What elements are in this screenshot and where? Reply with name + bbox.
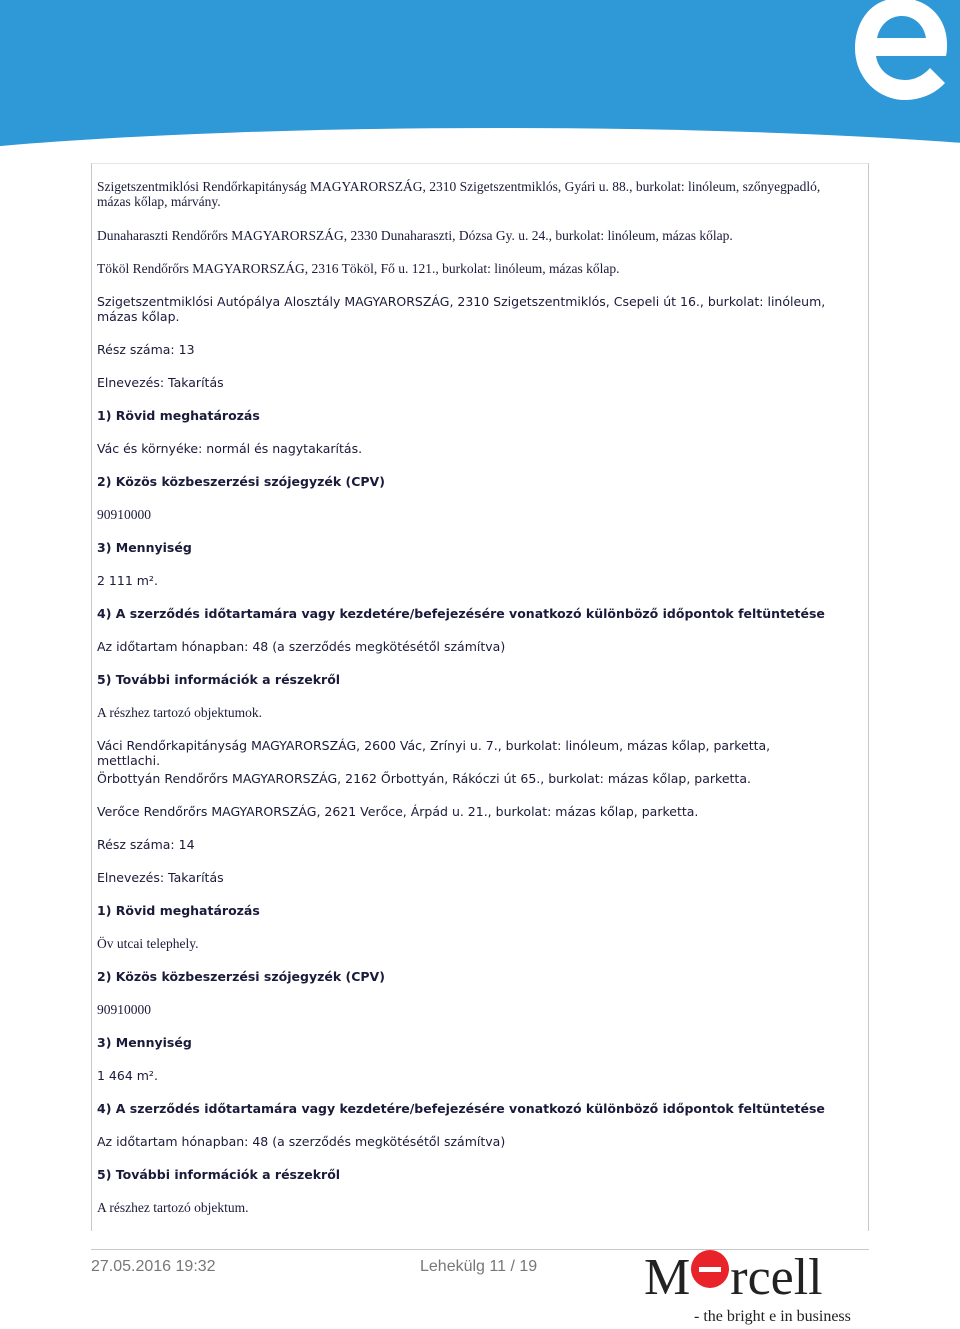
section-heading: 5) További információk a részekről	[97, 1167, 341, 1182]
logo-left: M	[644, 1249, 691, 1306]
logo-tagline: - the bright e in business	[694, 1308, 851, 1325]
logo-right: rcell	[730, 1249, 823, 1306]
text-line: Szigetszentmiklósi Rendőrkapitányság MAGYARORSZÁG, 2310 Szigetszentmiklós, Gyári u. 88., burkolat: linóleum, szőnyegpadló, mázas kőlap, márvány.	[97, 179, 821, 209]
section-heading: 2) Közös közbeszerzési szójegyzék (CPV)	[97, 969, 385, 984]
cpv-code: 90910000	[97, 507, 151, 522]
text-line: Öv utcai telephely.	[97, 936, 199, 951]
section-heading: 4) A szerződés időtartamára vagy kezdetére/befejezésére vonatkozó különböző időpontok feltüntetése	[97, 1101, 825, 1116]
part-number: Rész száma: 14	[97, 837, 195, 852]
section-heading: 3) Mennyiség	[97, 540, 192, 555]
text-line: Verőce Rendőrőrs MAGYARORSZÁG, 2621 Verőce, Árpád u. 21., burkolat: mázas kőlap, parketta.	[97, 804, 699, 819]
part-number: Rész száma: 13	[97, 342, 195, 357]
logo-e-icon	[691, 1250, 729, 1288]
text-line: Az időtartam hónapban: 48 (a szerződés megkötésétől számítva)	[97, 639, 506, 654]
section-heading: 5) További információk a részekről	[97, 672, 341, 687]
marcell-logo	[644, 1248, 823, 1308]
section-heading: 3) Mennyiség	[97, 1035, 192, 1050]
cpv-code: 90910000	[97, 1002, 151, 1017]
text-line: Örbottyán Rendőrőrs MAGYARORSZÁG, 2162 Őrbottyán, Rákóczi út 65., burkolat: mázas kőlap, parketta.	[97, 771, 751, 786]
text-line: A részhez tartozó objektumok.	[97, 705, 262, 720]
text-line: Szigetszentmiklósi Autópálya Alosztály MAGYARORSZÁG, 2310 Szigetszentmiklós, Csepeli út 16., burkolat: linóleum, mázas kőlap.	[97, 294, 826, 324]
brand-e-icon	[850, 0, 950, 108]
text-line: A részhez tartozó objektum.	[97, 1200, 249, 1215]
text-line: Tököl Rendőrőrs MAGYARORSZÁG, 2316 Tököl, Fő u. 121., burkolat: linóleum, mázas kőlap.	[97, 261, 620, 276]
quantity-value: 1 464 m².	[97, 1068, 158, 1083]
text-line: Vác és környéke: normál és nagytakarítás.	[97, 441, 363, 456]
text-line: Dunaharaszti Rendőrőrs MAGYARORSZÁG, 2330 Dunaharaszti, Dózsa Gy. u. 24., burkolat: linóleum, mázas kőlap.	[97, 228, 733, 243]
section-heading: 2) Közös közbeszerzési szójegyzék (CPV)	[97, 474, 385, 489]
section-heading: 1) Rövid meghatározás	[97, 903, 260, 918]
text-line: Az időtartam hónapban: 48 (a szerződés megkötésétől számítva)	[97, 1134, 506, 1149]
section-heading: 4) A szerződés időtartamára vagy kezdetére/befejezésére vonatkozó különböző időpontok feltüntetése	[97, 606, 825, 621]
header-band	[0, 0, 960, 160]
footer-date: 27.05.2016 19:32	[91, 1258, 216, 1275]
quantity-value: 2 111 m².	[97, 573, 158, 588]
page-indicator: Lehekülg 11 / 19	[420, 1258, 538, 1275]
header-curve	[0, 128, 960, 160]
part-title: Elnevezés: Takarítás	[97, 375, 224, 390]
section-heading: 1) Rövid meghatározás	[97, 408, 260, 423]
part-title: Elnevezés: Takarítás	[97, 870, 224, 885]
text-line: Váci Rendőrkapitányság MAGYARORSZÁG, 2600 Vác, Zrínyi u. 7., burkolat: linóleum, mázas kőlap, parketta, mettlachi.	[97, 738, 771, 768]
